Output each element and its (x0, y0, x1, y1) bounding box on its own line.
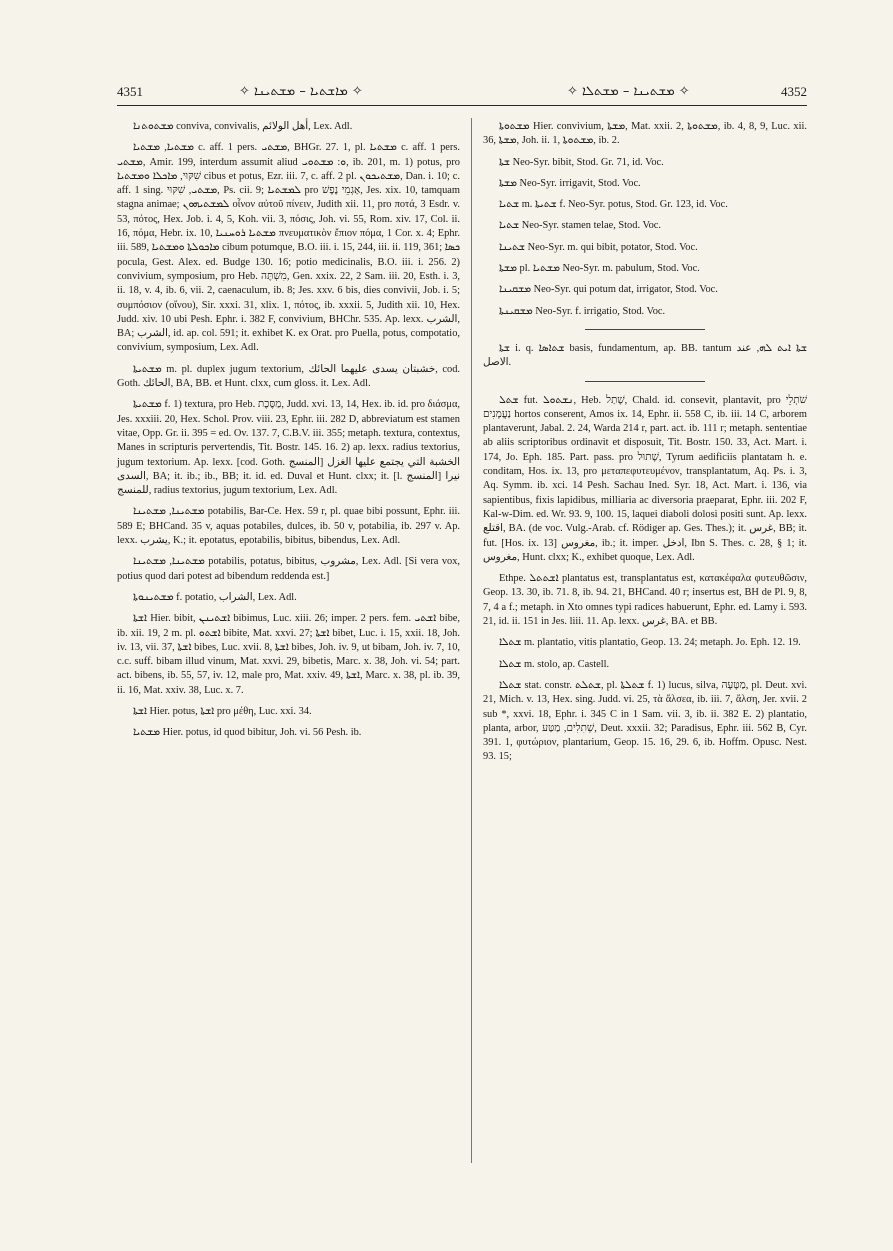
dictionary-entry: ܡܫܬܐ Neo-Syr. irrigavit, Stod. Voc. (499, 177, 641, 189)
dictionary-entry: ܫܬܐ Neo-Syr. bibit, Stod. Gr. 71, id. Voc. (499, 156, 664, 168)
dictionary-entry: ܡܫܬܝܢܐ, ܡܫܬܝܢܐ potabilis, Bar-Ce. Hex. 59 r, pl. quae bibi possunt, Ephr. iii. 589 E; BHCand. 35 v, aquas potabiles, dulces, ib. 50 v, potabilia, ib. 297 v. Ap. lexx. يشرب, K.; it. epotatus, epotabilis, bibitus, bibendus, Lex. Adl. (117, 506, 460, 547)
page-number-right: 4352 (781, 84, 807, 99)
dictionary-entry: Ethpe. ܐܫܬܬܠ plantatus est, transplantatus est, κατακέφαλα φυτευθῶσιν, Geop. 13. 30, ib. 71. 8, ib. 94. 21, BHCand. 40 r; insertus est, BH de Pl. 9, 8, 7, 4 a f.; metaph. in Xto omnes typi radices habuerunt, Ephr. ed. Lamy i. 593. 21, id. ii. 151 in Jes. liii. 11. Ap. lexx. غرس, BA. et BB. (483, 573, 807, 628)
dictionary-entry: ܫܬܝܢܐ Neo-Syr. m. qui bibit, potator, Stod. Voc. (499, 241, 698, 253)
dictionary-entry: ܡܫܬܐ pl. ܡܫܬܝܐ Neo-Syr. m. pabulum, Stod. Voc. (499, 263, 700, 275)
dictionary-entry: ܡܫܬܝܢܘܬܐ f. potatio, الشراب, Lex. Adl. (133, 591, 297, 603)
dictionary-entry: ܫܬܝܐ m. ܫܬܝܬܐ f. Neo-Syr. potus, Stod. Gr. 123, id. Voc. (499, 199, 728, 211)
dictionary-entry: ܫܬܠܐ m. plantatio, vitis plantatio, Geop. 13. 24; metaph. Jo. Eph. 12. 19. (499, 637, 801, 649)
dictionary-entry: ܡܫܬܝܬܐ f. 1) textura, pro Heb. מַסֶּכֶת, Judd. xvi. 13, 14, Hex. ib. id. pro διάσμα, Jes. xxxiii. 20, Hex. Schol. Prov. viii. 23, Ephr. iii. 282 D, abbreviatum est stamen vitae, Opp. Gr. ii. 395 = ed. Ov. 137. 7, C.B.V. iii. 355; metaph. textura, contextus, Manes in scripturis pervertendis, Tit. Bostr. 145. 16. 2) ap. lexx. radius textorius, jugum textorium. Ap. lexx. [cod. Goth. المنسج] الخشبة التي يجتمع عليها الغزل السدى, BA; it. ib.; ib., BB; it. id. ed. Duval et Hunt. clxx; it. [l. المنسج] نيرا للمنسج, radius textorius, jugum textorium, Lex. Adl. (117, 399, 461, 497)
dictionary-entry: ܐܫܬܐ Hier. bibit, ܐܫܬܝܢܢ bibimus, Luc. xiii. 26; imper. 2 pers. fem. ܐܫܬܝ bibe, ib. xii. 19, 2 m. pl. ܐܫܬܘ bibite, Mat. xxvi. 27; ܐܫܬܐ bibet, Luc. i. 15, xxii. 18, Joh. iv. 13, vii. 37, ܐܫܬܐ bibes, Luc. xvii. 8, ܐܫܬܐ bibes, Joh. iv. 9, ut bibam, Joh. iv. 7, 10, c.c. suff. bibam illud vinum, Mat. xxvi. 29, bibetis, Marc. x. 38, Joh. vi. 54; part. act. bibens, ib. 55, 57, iv. 12, male pro, Mat. xxiv. 49, ܐܫܬܐ, Marc. x. 38, pl. ib. 39, ii. 16, Mat. xxiv. 38, Luc. x. 7. (117, 613, 460, 696)
dictionary-entry: ܐܫܬܐ Hier. potus, ܐܫܬܐ pro μέθη, Luc. xxi. 34. (133, 705, 312, 717)
dictionary-entry: ܫܬܠ fut. ܢܫܬܘܠ, Heb. שָׁתַל, Chald. id. consevit, plantavit, pro שֹׁתְלֵי נַעֲמָנִים hortos conserent, Amos ix. 14, Ephr. ii. 558 C, ib. iii. 14 C, arborem plantaverunt, Jabal. 2. 24, Warda 214 r, part. act. ib. 111 r; metaph. sententiae ab aliis scriptoribus ordinavit et disposuit, Tit. Bostr. 150. 33, Act. Mart. i. 174, Jo. Eph. 185. Part. pass. pro שָׁתוּל, Tyrum aedificiis plantatam h. e. conditam, Hos. ix. 13, pro μεταπεφυτευμένον, transplantatum, Aq. Ps. i. 3, Aq. Symm. ib. xci. 14 Pesh. Sachau Ined. Syr. 18, Act. Mart. i. 136, via sapientibus, fixis lapidibus, milliaria ac diversoria praeparat, Ephr. iii. 202 F, Kal-w-Dim. ed. Wr. 93. 9, 100. 15, laquei diaboli dolosi positi sunt. Ap. lexx. اقتلع, BA. (de voc. Vulg.-Arab. cf. Rödiger ap. Ges. Thes.); it. غرس, BB; it. fut. [Hos. ix. 13] مغروس, ib.; it. imper. ادخل, Ibn S. Thes. c. 28, § 1; it. مغروس, Hunt. clxx; K., exhibet quoque, Lex. Adl. (483, 394, 808, 563)
running-header (117, 84, 807, 106)
dictionary-entry: ܡܫܬܝܐ Hier. potus, id quod bibitur, Joh. vi. 56 Pesh. ib. (133, 727, 362, 739)
dictionary-entry: ܡܫܬܘܬܢܐ conviva, convivalis, أهل الولائم, Lex. Adl. (133, 121, 353, 132)
header-rule (117, 105, 807, 106)
dictionary-entry: ܫܬܝܐ Neo-Syr. stamen telae, Stod. Voc. (499, 220, 662, 232)
running-title-right: ✧ ܡܫܬܝܢܐ – ܡܫܬܠܐ ✧ (567, 84, 690, 99)
running-title-left: ✧ ܡܐܫܬܝܐ – ܡܫܬܝܢܐ ✧ (239, 84, 363, 99)
column-divider (471, 118, 472, 1163)
section-separator (585, 381, 705, 382)
left-column (117, 120, 460, 748)
dictionary-entry: ܫܬܠܐ m. stolo, ap. Castell. (499, 658, 610, 670)
dictionary-entry: ܡܫܩܝܢܐ Neo-Syr. qui potum dat, irrigator, Stod. Voc. (499, 284, 718, 296)
dictionary-entry: ܡܫܩܝܢܬܐ Neo-Syr. f. irrigatio, Stod. Voc. (499, 305, 666, 317)
dictionary-entry: ܡܫܬܘܬܐ Hier. convivium, ܡܫܬܐ, Mat. xxii. 2, ܡܫܬܘܬܐ, ib. 4, 8, 9, Luc. xii. 36, ܡܫܬܐ, Joh. ii. 1, ܡܫܬܘܬܐ, ib. 2. (483, 121, 807, 147)
dictionary-entry: ܡܫܬܝܢܐ, ܡܫܬܝܢܐ potabilis, potatus, bibitus, مشروب, Lex. Adl. [Si vera vox, potius quod dari potest ad bibendum reddenda est.] (117, 556, 461, 582)
dictionary-entry: ܡܫܬܝܐ, ܡܫܬܝܐ c. aff. 1 pers. ܡܫܬܝ, BHGr. 27. 1, pl. ܡܫܬܝܐ c. aff. 1 pers. ܡܫܬܝ, Amir. 199, interdum assumit aliud ܘ: ܡܫܬܘܝ, ib. 201, m. 1) potus, pro שִׁקּוּי, ܡܐܟܠܐ ܘܡܫܬܝܐ cibus et potus, Ezr. iii. 7, c. aff. 2 pl. ܡܫܬܝܟܘܢ, Dan. i. 10; c. aff. 1 sing. ܡܫܬܝ, שִׁקּוּי, Ps. cii. 9; ܠܡܫܬܝܐ pro אַגְמֵי נֶפֶשׁ, Jes. xix. 10, tamquam stagna animae; ܠܡܫܬܝܗܘܢ οἶνον αὐτοῦ πίνειν, Judith xii. 11, pro ποτά, 3 Esdr. v. 53, πότος, Hex. Job. i. 4, 5, Koh. vii. 3, πόσις, Joh. vi. 55, Rom. xiv. 17, Col. ii. 16, πόμα, Hebr. ix. 10, ܡܫܬܝܐ ܪܘܚܢܝܐ πνευματικὸν ἔπιον πόμα, 1 Cor. x. 4; Ephr. iii. 589, ܡܐܟܘܠܬܐ ܘܡܫܬܝܐ cibum potumque, B.O. iii. i. 15, 244, iii. ii. 119, 361; ܟܣܐ pocula, Gest. Alex. ed. Budge 130. 16; potio medicinalis, B.O. iii. i. 256. 2) convivium, symposium, pro Heb. מִשְׁתֶּה, Gen. xxix. 22, 2 Sam. iii. 20, Esth. i. 3, ii. 18, v. 4, ib. 6, vii. 2, caenaculum, ib. 8; Jes. xxv. 6 bis, dies convivii, Job. i. 5; συμπόσιον (οἴνου), Sir. xxxi. 31, xlix. 1, πότος, ib. xxxii. 5, Judith xii. 10, Hex. Judd. xiv. 10 ubi Pesh. Ephr. i. 382 F, convivium, BHChr. 535. Ap. lexx. الشرب, BA; الشرب, id. ap. col. 591; it. exhibet K. ex Orat. pro Puella, potus, compotatio, convivium, symposium, Lex. Adl. (117, 142, 460, 354)
dictionary-entry: ܫܬܐ i. q. ܫܬܐܣܐ basis, fundamentum, ap. BB. tantum ܫܬܐ ܐܝܬ ܠܗ, عند الاصل. (483, 342, 807, 369)
page-number-left: 4351 (117, 84, 143, 99)
dictionary-entry: ܫܬܠܐ stat. constr. ܫܬܠܬ, pl. ܫܬܠܬܐ f. 1) lucus, silva, מַטָּעָה, pl. Deut. xvi. 21, Mich. v. 13, Hex. sing. Judd. vi. 25, τὰ ἄλσεα, ib. iii. 7, ἄλση, Jer. xvii. 2 sub *, xxvi. 18, Ephr. i. 345 C in 1 Sam. vii. 3, ib. ii. 382 E. 2) plantatio, planta, arbor, שְׁתִלִים, מַטַּע, Deut. xxxii. 32; Paradisus, Ephr. iii. 562 B, Cyr. 391. 1, φυτώριον, plantarium, Geop. 15. 16, 29. 6, ib. Hoffm. Opusc. Nest. 93. 15; (483, 679, 807, 763)
dictionary-entry: ܡܫܬܝܬܐ m. pl. duplex jugum textorium, خشبتان يسدى عليهما الحائك, cod. Goth. الحائك, BA, BB. et Hunt. clxx, cum gloss. it. Lex. Adl. (117, 363, 461, 390)
right-column (483, 120, 807, 772)
section-separator (585, 329, 705, 330)
